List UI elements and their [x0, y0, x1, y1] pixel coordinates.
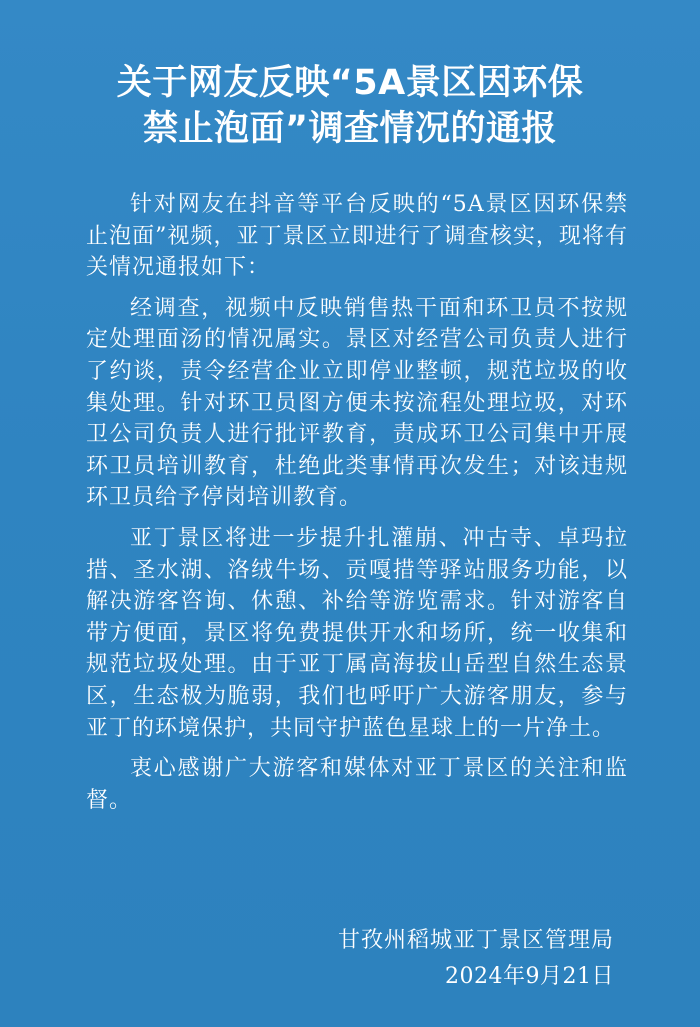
notice-issuer: 甘孜州稻城亚丁景区管理局	[337, 928, 614, 953]
notice-title-line-2: 禁止泡面”调查情况的通报	[142, 109, 557, 149]
notice-paragraph-investigation: 经调查，视频中反映销售热干面和环卫员不按规定处理面汤的情况属实。景区对经营公司负责人进行了约谈，责令经营企业立即停业整顿，规范垃圾的收集处理。针对环卫员图方便未按流程处理垃圾，对环卫公司负责人进行批评教育，责成环卫公司集中开展环卫员培训教育，杜绝此类事情再次发生；对该违规环卫员给予停岗培训教育。	[86, 295, 628, 511]
notice-date: 2024年9月21日	[445, 964, 614, 989]
notice-paragraph-intro: 针对网友在抖音等平台反映的“5A景区因环保禁止泡面”视频，亚丁景区立即进行了调查核实，现将有关情况通报如下：	[86, 192, 628, 281]
notice-title	[0, 60, 700, 152]
notice-paragraph-thanks: 衷心感谢广大游客和媒体对亚丁景区的关注和监督。	[86, 756, 628, 813]
notice-paragraph-measures: 亚丁景区将进一步提升扎灌崩、冲古寺、卓玛拉措、圣水湖、洛绒牛场、贡嘎措等驿站服务功能，以解决游客咨询、休憩、补给等游览需求。针对游客自带方便面，景区将免费提供开水和场所，统一收集和规范垃圾处理。由于亚丁属高海拔山岳型自然生态景区，生态极为脆弱，我们也呼吁广大游客朋友，参与亚丁的环境保护，共同守护蓝色星球上的一片净土。	[86, 525, 628, 741]
notice-title-line-1: 关于网友反映“5A景区因环保	[116, 63, 584, 103]
notice-body	[86, 189, 628, 825]
